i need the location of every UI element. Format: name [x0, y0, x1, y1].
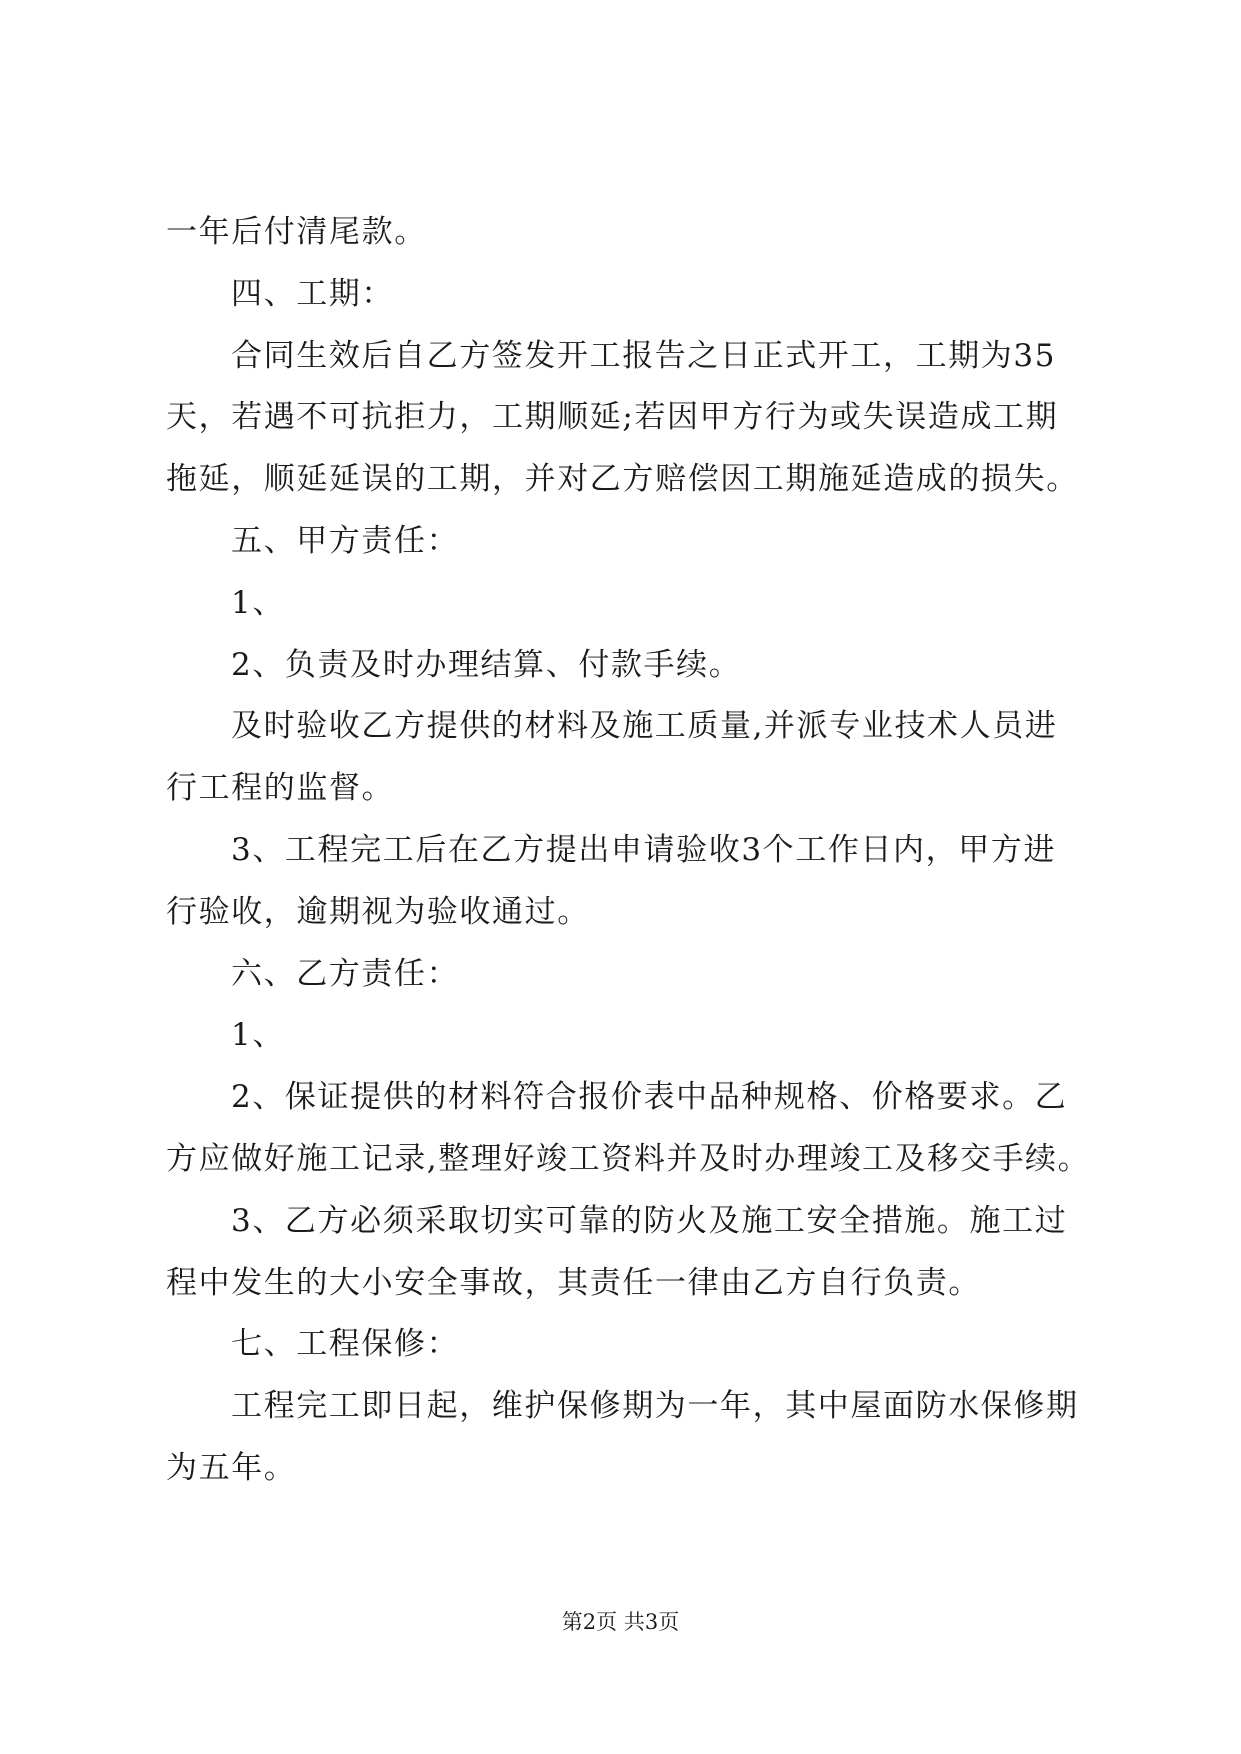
text-line: 七、工程保修： — [231, 1326, 460, 1362]
text-line: 行工程的监督。 — [166, 770, 395, 806]
text-line: 3、乙方必须采取切实可靠的防火及施工安全措施。施工过 — [231, 1203, 1068, 1239]
text-line: 1、 — [231, 585, 285, 621]
text-line: 天，若遇不可抗拒力，工期顺延;若因甲方行为或失误造成工期 — [166, 399, 1059, 435]
text-line: 3、工程完工后在乙方提出申请验收3个工作日内，甲方进 — [231, 832, 1057, 868]
text-line: 程中发生的大小安全事故，其责任一律由乙方自行负责。 — [166, 1265, 981, 1301]
text-line: 一年后付清尾款。 — [166, 214, 427, 250]
text-line: 四、工期： — [231, 276, 394, 312]
text-line: 2、保证提供的材料符合报价表中品种规格、价格要求。乙 — [231, 1079, 1068, 1115]
text-line: 方应做好施工记录,整理好竣工资料并及时办理竣工及移交手续。 — [166, 1141, 1091, 1177]
page-footer: 第2页 共3页 — [561, 1610, 680, 1634]
text-line: 1、 — [231, 1017, 285, 1053]
text-line: 行验收，逾期视为验收通过。 — [166, 894, 590, 930]
text-line: 2、负责及时办理结算、付款手续。 — [231, 647, 742, 683]
text-line: 及时验收乙方提供的材料及施工质量,并派专业技术人员进 — [231, 708, 1058, 744]
text-line: 六、乙方责任： — [231, 956, 460, 992]
text-line: 为五年。 — [166, 1450, 297, 1486]
text-line: 合同生效后自乙方签发开工报告之日正式开工，工期为35 — [231, 338, 1057, 374]
text-line: 工程完工即日起，维护保修期为一年，其中屋面防水保修期 — [231, 1388, 1079, 1424]
text-line: 五、甲方责任： — [231, 523, 460, 559]
text-line: 拖延，顺延延误的工期，并对乙方赔偿因工期施延造成的损失。 — [166, 461, 1079, 497]
